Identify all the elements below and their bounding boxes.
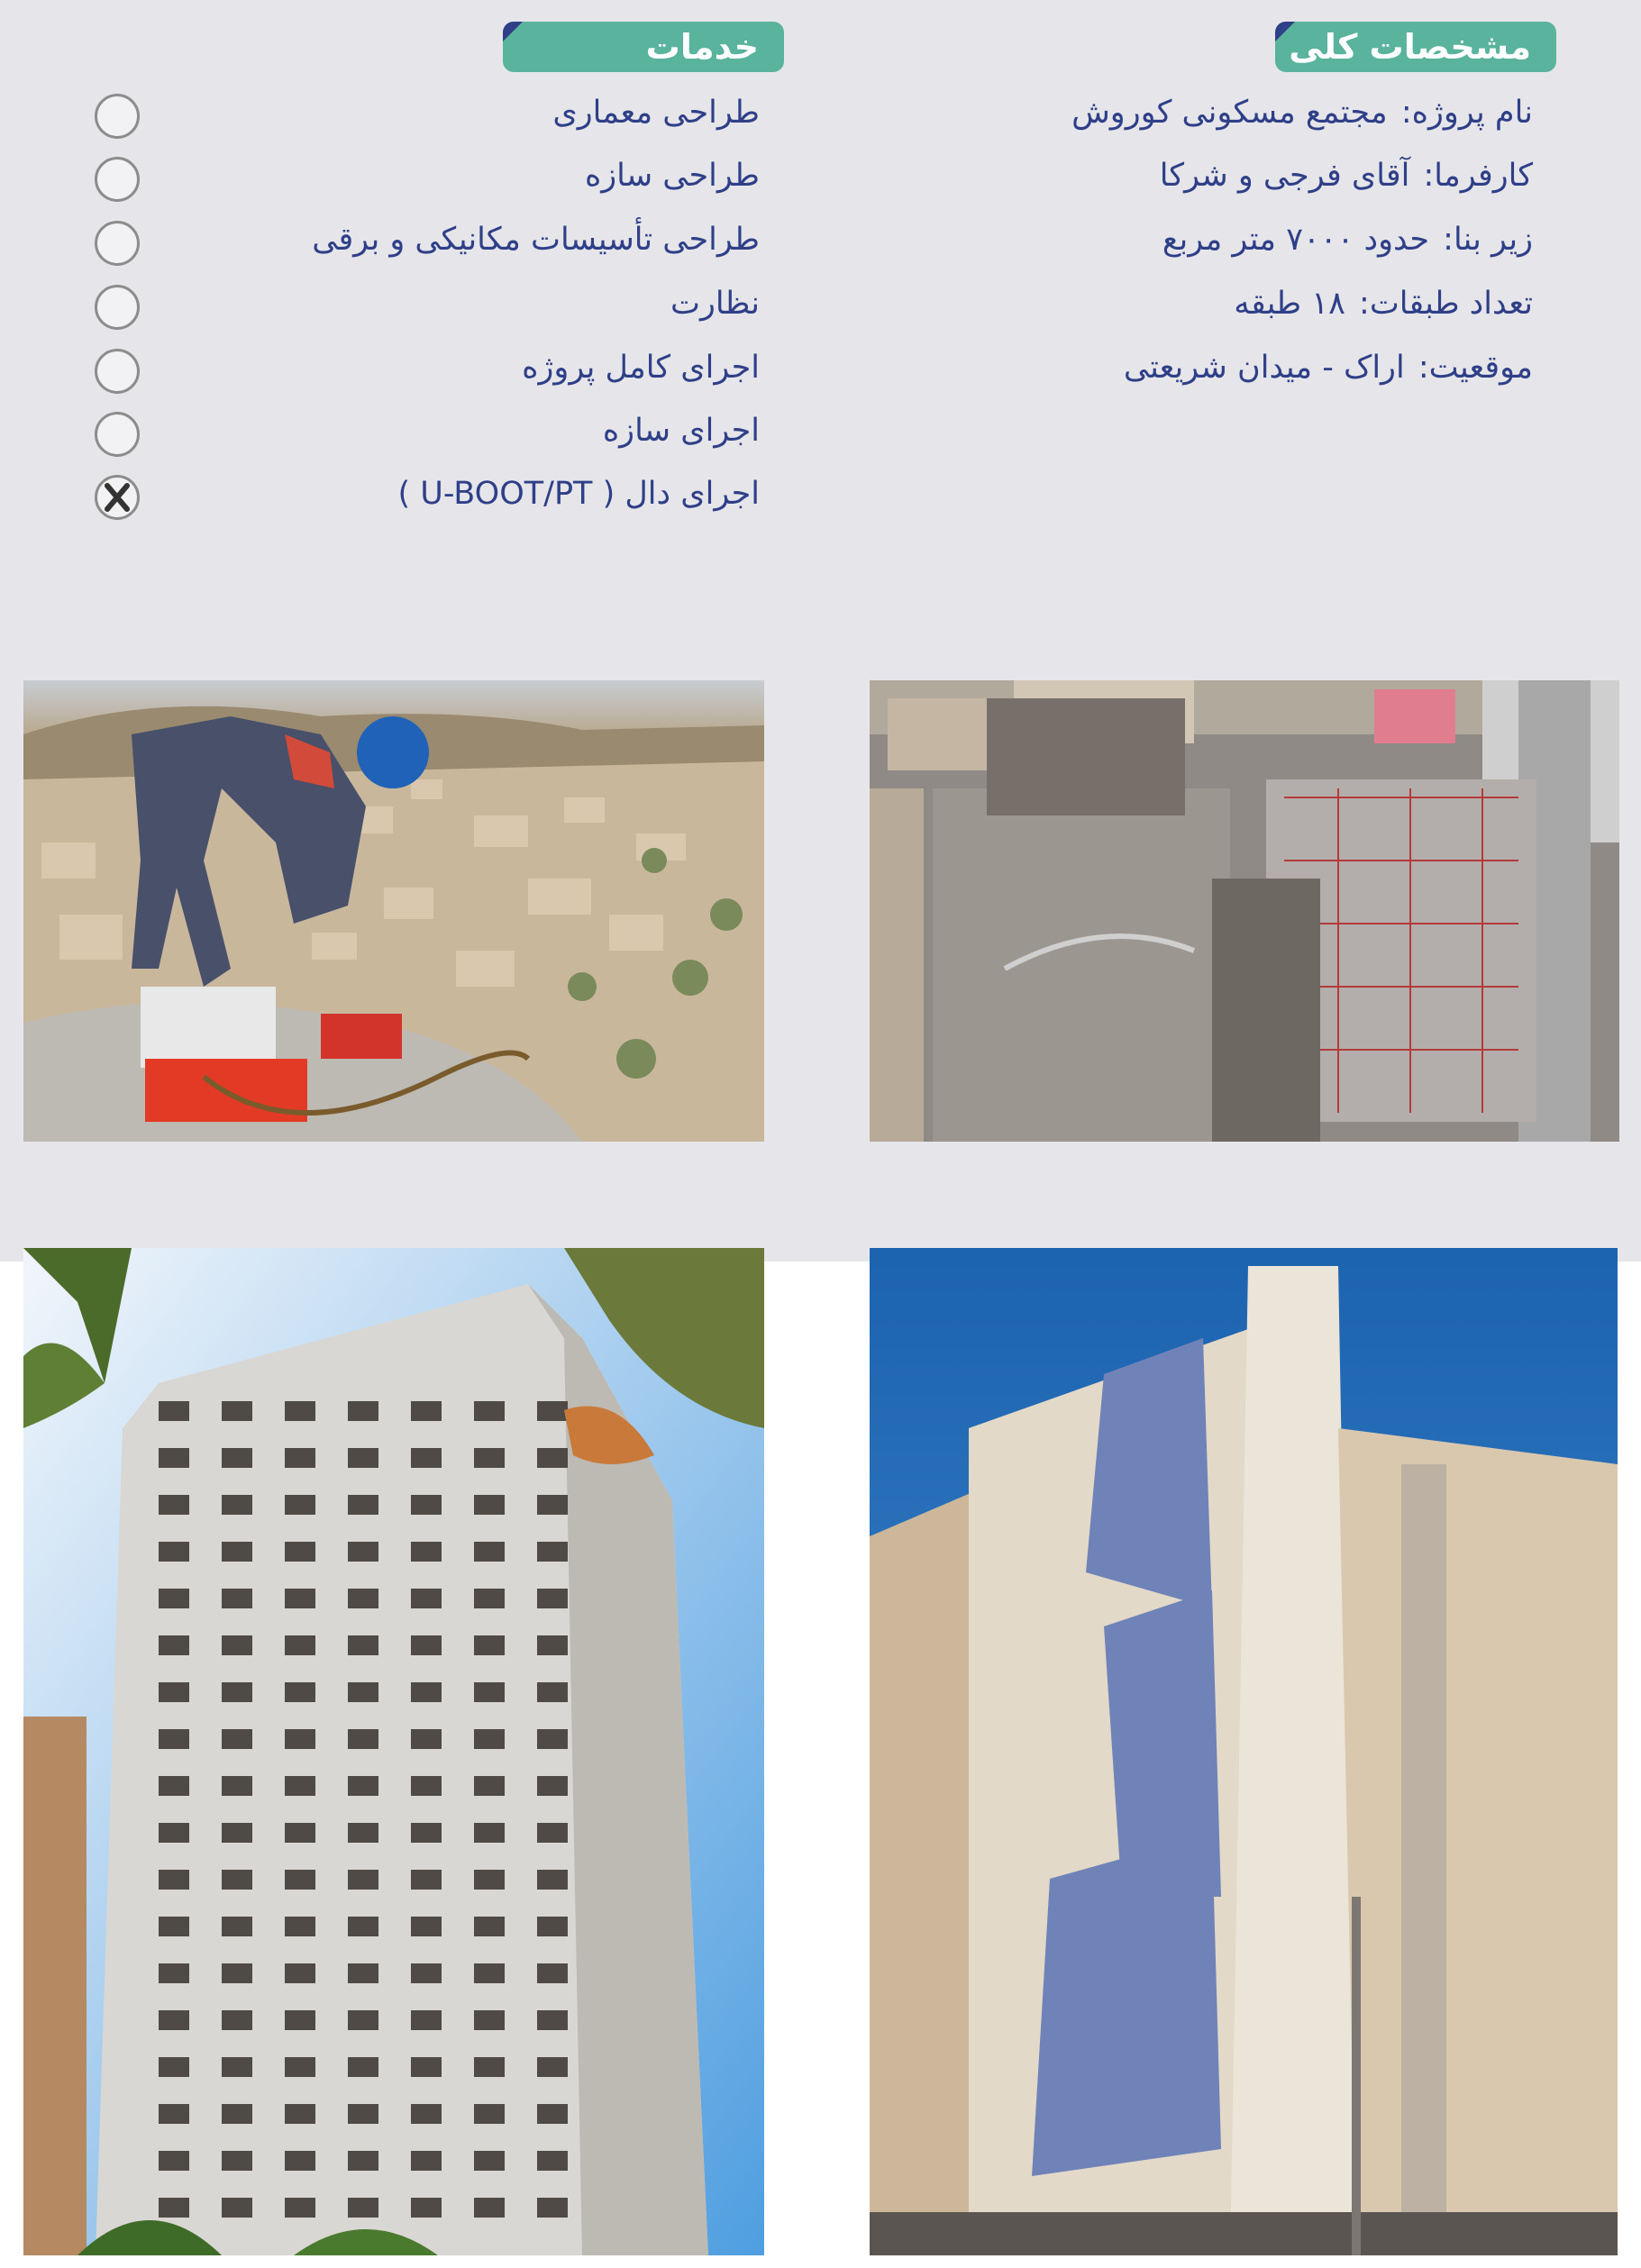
window — [285, 1870, 315, 1890]
window — [411, 1917, 442, 1936]
window — [474, 2010, 505, 2030]
window — [222, 1917, 252, 1936]
window — [285, 1963, 315, 1983]
photo-tower-under-construction — [23, 1248, 764, 2255]
window — [159, 1401, 189, 1421]
window — [285, 1917, 315, 1936]
spec-location — [956, 345, 1533, 390]
window — [222, 1682, 252, 1702]
general-specs-heading-text: مشخصات کلی — [1289, 27, 1531, 67]
service-structure-design: طراحی سازه — [584, 158, 760, 194]
service-architecture: طراحی معماری — [552, 95, 760, 131]
window — [411, 1682, 442, 1702]
window — [222, 1448, 252, 1468]
window — [159, 2198, 189, 2218]
service-checkbox[interactable] — [95, 157, 140, 202]
window — [537, 2104, 568, 2124]
window — [222, 1870, 252, 1890]
window — [537, 1963, 568, 1983]
window — [285, 1542, 315, 1562]
window — [474, 1542, 505, 1562]
window — [285, 2057, 315, 2077]
spec-label: نام پروژه: — [1400, 95, 1533, 131]
window — [411, 2198, 442, 2218]
service-supervision: نظارت — [670, 286, 760, 322]
window — [222, 2151, 252, 2171]
window — [348, 1729, 378, 1749]
window — [537, 2010, 568, 2030]
window — [285, 1635, 315, 1655]
photo-construction-site-aerial — [870, 680, 1619, 1142]
window — [411, 1776, 442, 1796]
heading-notch — [503, 22, 523, 41]
window — [222, 2104, 252, 2124]
window — [285, 1776, 315, 1796]
spec-label: زیر بنا: — [1443, 222, 1533, 258]
window — [222, 1635, 252, 1655]
window — [285, 1448, 315, 1468]
service-checkbox[interactable] — [95, 94, 140, 139]
window — [159, 1776, 189, 1796]
window — [411, 1963, 442, 1983]
service-full-execution: اجرای کامل پروژه — [522, 350, 760, 386]
window — [159, 2010, 189, 2030]
window — [285, 2151, 315, 2171]
spec-value: اراک - میدان شریعتی — [1123, 350, 1405, 386]
spec-floors — [956, 281, 1533, 326]
window — [411, 1870, 442, 1890]
window — [474, 1635, 505, 1655]
spec-employer — [956, 153, 1533, 198]
service-checkbox[interactable] — [95, 412, 140, 457]
window — [348, 2104, 378, 2124]
spec-value: ۱۸ طبقه — [1234, 286, 1345, 322]
window — [348, 1542, 378, 1562]
general-specs-heading — [1275, 22, 1556, 72]
window — [411, 1729, 442, 1749]
window — [159, 2104, 189, 2124]
window — [348, 1917, 378, 1936]
window — [537, 1870, 568, 1890]
window — [474, 1401, 505, 1421]
window — [474, 1729, 505, 1749]
window — [474, 2057, 505, 2077]
window — [537, 1682, 568, 1702]
window — [411, 1401, 442, 1421]
window — [348, 2198, 378, 2218]
window — [222, 2057, 252, 2077]
window — [537, 1635, 568, 1655]
window — [537, 1448, 568, 1468]
window — [348, 1448, 378, 1468]
spec-area — [956, 217, 1533, 262]
window — [348, 2010, 378, 2030]
window — [222, 1729, 252, 1749]
window — [159, 1589, 189, 1608]
window — [411, 1823, 442, 1843]
window — [159, 2151, 189, 2171]
window — [285, 2198, 315, 2218]
window — [348, 2151, 378, 2171]
window — [411, 1495, 442, 1515]
window — [537, 1729, 568, 1749]
service-checkbox[interactable] — [95, 221, 140, 266]
window — [159, 1963, 189, 1983]
window — [474, 1589, 505, 1608]
window — [348, 1682, 378, 1702]
window — [537, 2198, 568, 2218]
window — [474, 1448, 505, 1468]
window — [348, 1495, 378, 1515]
photo-completed-tower — [870, 1248, 1618, 2255]
window — [348, 1823, 378, 1843]
window — [159, 1495, 189, 1515]
service-checkbox[interactable] — [95, 285, 140, 330]
window — [348, 1589, 378, 1608]
window — [411, 1542, 442, 1562]
spec-label: تعداد طبقات: — [1359, 286, 1533, 322]
window — [159, 1682, 189, 1702]
spec-value: مجتمع مسکونی کوروش — [1071, 95, 1388, 131]
window — [222, 2198, 252, 2218]
service-mep-design: طراحی تأسیسات مکانیکی و برقی — [312, 222, 760, 258]
window — [285, 1401, 315, 1421]
window — [222, 2010, 252, 2030]
window — [348, 1870, 378, 1890]
window — [474, 1870, 505, 1890]
window — [222, 1542, 252, 1562]
window — [222, 1495, 252, 1515]
window — [474, 1963, 505, 1983]
window — [537, 1589, 568, 1608]
spec-label: کارفرما: — [1423, 158, 1533, 194]
window — [474, 2104, 505, 2124]
window — [537, 2057, 568, 2077]
window — [474, 1495, 505, 1515]
spec-label: موقعیت: — [1418, 350, 1533, 386]
window — [411, 1635, 442, 1655]
window — [285, 1729, 315, 1749]
window — [348, 1776, 378, 1796]
heading-notch — [1275, 22, 1295, 41]
window — [537, 1823, 568, 1843]
window — [285, 1495, 315, 1515]
window — [285, 1589, 315, 1608]
window — [411, 2104, 442, 2124]
service-checkbox-checked[interactable] — [95, 475, 140, 520]
window — [285, 2104, 315, 2124]
window — [474, 2198, 505, 2218]
window — [159, 1823, 189, 1843]
window — [222, 1401, 252, 1421]
window — [159, 2057, 189, 2077]
services-heading — [503, 22, 784, 72]
window — [411, 2057, 442, 2077]
window — [474, 1682, 505, 1702]
window — [285, 1823, 315, 1843]
spec-value: حدود ۷۰۰۰ متر مربع — [1162, 222, 1430, 258]
window — [159, 1542, 189, 1562]
window — [411, 2010, 442, 2030]
window — [537, 1542, 568, 1562]
service-checkbox[interactable] — [95, 349, 140, 394]
window — [159, 1870, 189, 1890]
window — [474, 1776, 505, 1796]
window — [348, 2057, 378, 2077]
service-structure-execution: اجرای سازه — [602, 413, 760, 449]
spec-project-name — [956, 90, 1533, 135]
x-mark-icon — [95, 475, 140, 520]
window — [222, 1823, 252, 1843]
window — [348, 1401, 378, 1421]
window — [159, 1729, 189, 1749]
window — [411, 2151, 442, 2171]
window — [285, 1682, 315, 1702]
window — [411, 1589, 442, 1608]
window — [411, 1448, 442, 1468]
service-slab-execution: اجرای دال ( U-BOOT/PT ) — [397, 476, 760, 512]
window — [348, 1963, 378, 1983]
window — [537, 2151, 568, 2171]
window — [474, 1917, 505, 1936]
window — [222, 1776, 252, 1796]
photo-worker-post-tensioning — [23, 680, 764, 1142]
window — [537, 1401, 568, 1421]
window — [159, 1917, 189, 1936]
services-heading-text: خدمات — [645, 27, 759, 67]
window — [159, 1448, 189, 1468]
window — [537, 1917, 568, 1936]
spec-value: آقای فرجی و شرکا — [1159, 158, 1410, 194]
window — [474, 1823, 505, 1843]
window — [537, 1495, 568, 1515]
window — [159, 1635, 189, 1655]
window — [348, 1635, 378, 1655]
window — [474, 2151, 505, 2171]
window — [222, 1589, 252, 1608]
window — [222, 1963, 252, 1983]
window — [537, 1776, 568, 1796]
window — [285, 2010, 315, 2030]
